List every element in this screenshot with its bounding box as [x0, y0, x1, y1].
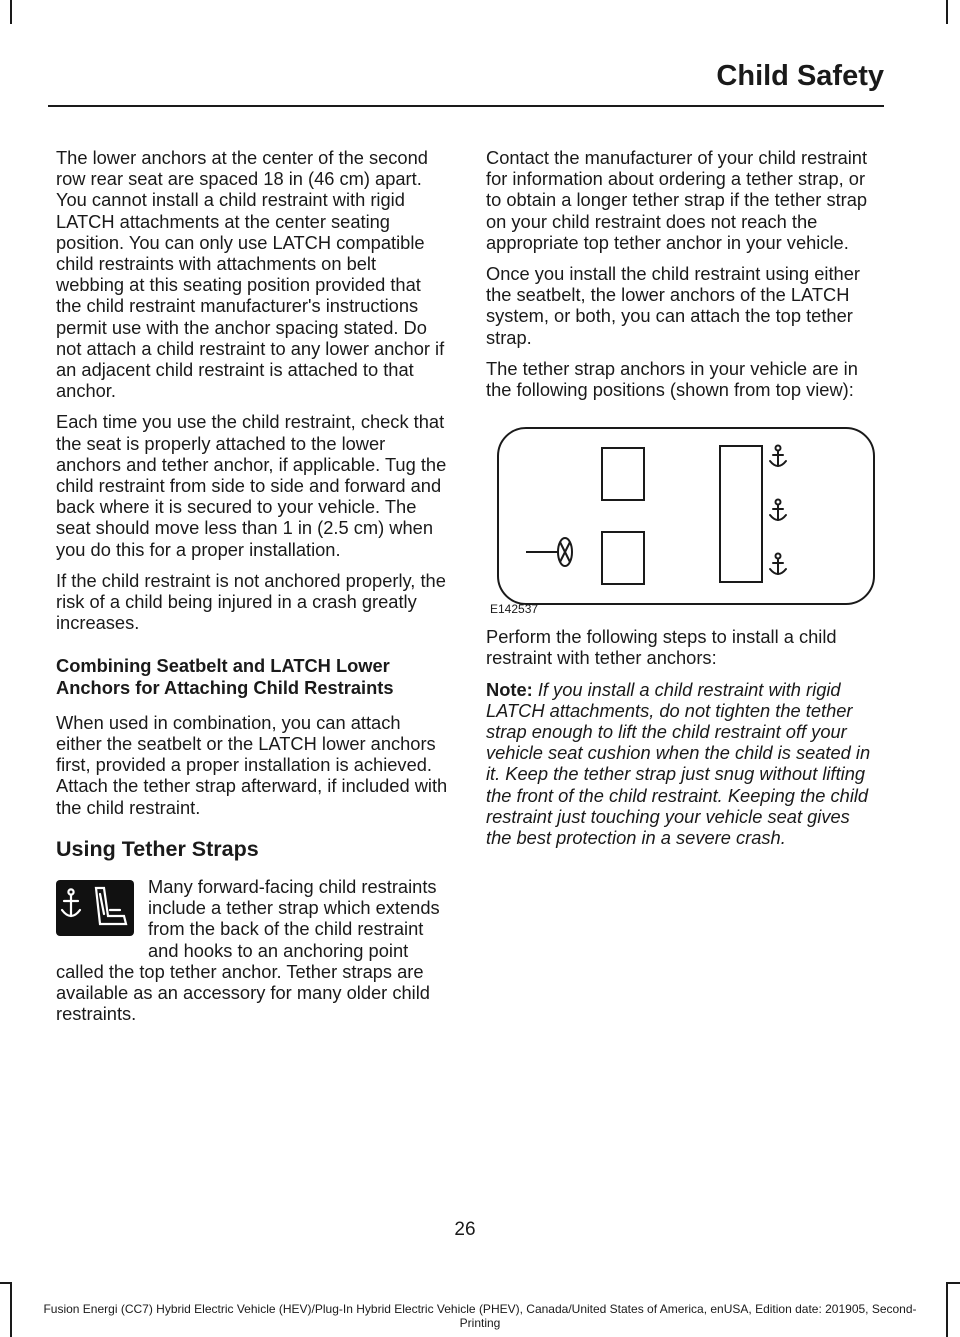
- vehicle-top-view: [486, 426, 876, 606]
- paragraph-risk-warning: If the child restraint is not anchored properly, the risk of a child being injured in a crash greatly increases.: [56, 569, 446, 634]
- figure-label: E142537: [490, 602, 539, 617]
- note-label: Note:: [486, 678, 533, 700]
- note-rigid-latch: [486, 679, 880, 849]
- anchor-icon: [770, 446, 786, 467]
- paragraph-attach-top-tether: Once you install the child restraint using either the seatbelt, the lower anchors of the LATCH system, or both, you can attach the top tether strap.: [486, 263, 860, 348]
- paragraph-contact-manufacturer: Contact the manufacturer of your child restraint for information about ordering a tether strap, or to obtain a longer tether strap if the tether strap on your child restraint does not reach the appropriate top tether anchor in your vehicle.: [486, 147, 868, 253]
- note-text: If you install a child restraint with rigid LATCH attachments, do not tighten the tether strap enough to lift the child restraint off your vehicle seat cushion when the child is seated in it. Keep the tether strap just snug without lifting the front of the child restraint. Keeping the child restraint just touching your vehicle seat gives the best protection in a severe crash.: [486, 678, 871, 849]
- child-seat-tether-icon: [56, 880, 134, 936]
- front-seat-passenger: [602, 448, 644, 500]
- tether-anchor-diagram: [486, 426, 876, 616]
- crop-mark-bottom-left: [10, 1282, 12, 1337]
- paragraph-anchor-positions: The tether strap anchors in your vehicle are in the following positions (shown from top view):: [486, 357, 858, 401]
- anchor-icon: [770, 554, 786, 575]
- paragraph-combination-use: When used in combination, you can attach either the seatbelt or the LATCH lower anchors first, provided a proper installation is achieved. Attach the tether strap afterward, if included with the child restraint.: [56, 711, 448, 818]
- section-heading-tether-straps: Using Tether Straps: [56, 836, 259, 861]
- crop-mark-top-left: [10, 0, 12, 24]
- crop-mark-top-right: [946, 0, 948, 24]
- anchor-icon: [770, 500, 786, 521]
- right-column: [486, 147, 880, 858]
- page-title: Child Safety: [716, 60, 884, 92]
- page-number: 26: [454, 1219, 476, 1240]
- header-rule: [48, 105, 884, 107]
- crop-mark-bottom-left-h: [0, 1282, 12, 1284]
- paragraph-tether-strap-description: Many forward-facing child restraints include a tether strap which extends from the back of the child restraint and hooks to an anchoring point called the top tether anchor. Tether straps are available as an accessory for many older child restraints.: [56, 875, 440, 1025]
- left-column: [56, 147, 448, 1034]
- paragraph-install-steps-intro: Perform the following steps to install a child restraint with tether anchors:: [486, 626, 837, 669]
- rear-bench-seat: [720, 446, 762, 582]
- footer-edition-info: Fusion Energi (CC7) Hybrid Electric Vehicle (HEV)/Plug-In Hybrid Electric Vehicle (PHEV), Canada/United States of America, enUSA, Edition date: 201905, Second-Printing: [43, 1302, 917, 1330]
- paragraph-check-attachment: Each time you use the child restraint, check that the seat is properly attached to the lower anchors and tether anchor, if applicable. Tug the child restraint from side to side and forward and back where it is secured to your vehicle. The seat should move less than 1 in (2.5 cm) when you do this for a proper installation.: [56, 411, 447, 560]
- steering-wheel-icon: [526, 538, 572, 566]
- crop-mark-bottom-right-h: [946, 1282, 960, 1284]
- front-seat-driver: [602, 532, 644, 584]
- paragraph-lower-anchor-spacing: The lower anchors at the center of the second row rear seat are spaced 18 in (46 cm) apart. You cannot install a child restraint with rigid LATCH attachments at the center seating position. You can only use LATCH compatible child restraints with attachments on belt webbing at this seating position provided that the child restraint manufacturer's instructions permit use with the anchor spacing stated. Do not attach a child restraint to any lower anchor if an adjacent child restraint is attached to that anchor.: [56, 147, 445, 402]
- subheading-combining-seatbelt-latch: Combining Seatbelt and LATCH Lower Anchors for Attaching Child Restraints: [56, 655, 394, 698]
- crop-mark-bottom-right: [946, 1282, 948, 1337]
